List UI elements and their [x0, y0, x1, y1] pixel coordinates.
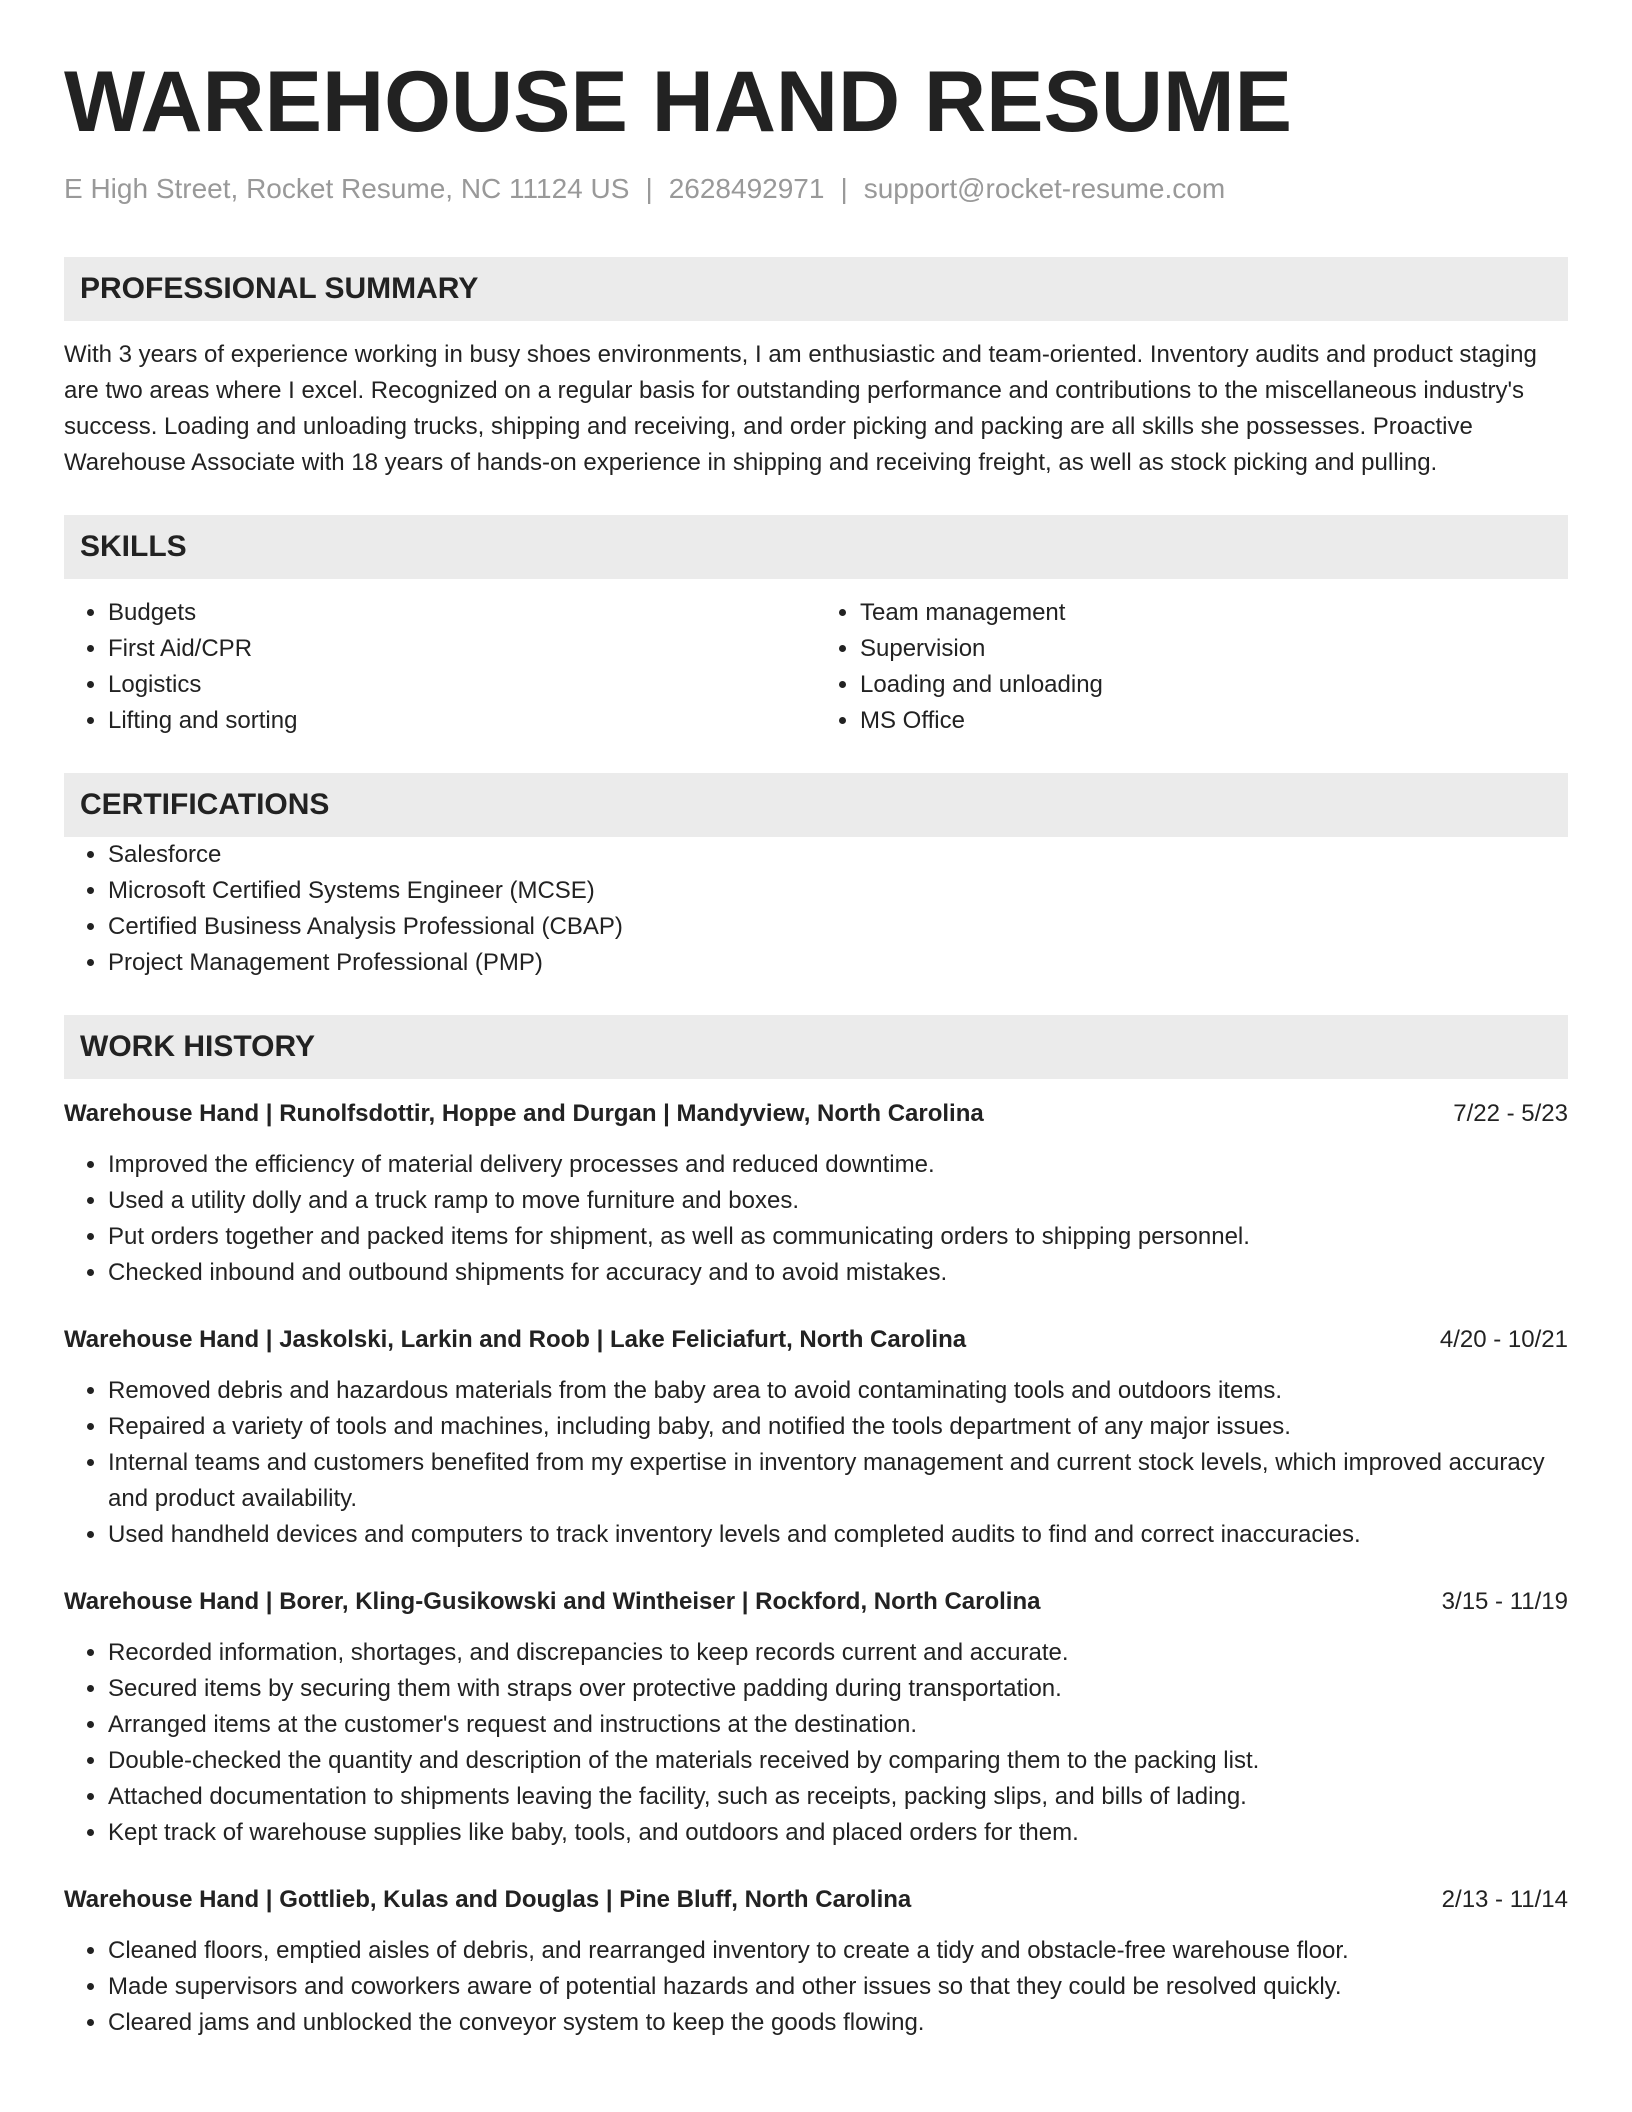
job-bullets [64, 1373, 1568, 1553]
job-bullet: • Used a utility dolly and a truck ramp to move furniture and boxes. [108, 1183, 1568, 1219]
job-heading: Warehouse Hand | Gottlieb, Kulas and Douglas | Pine Bluff, North Carolina [64, 1886, 912, 1913]
contact-phone: 2628492971 [668, 173, 825, 204]
skill-item: • Team management [860, 595, 1568, 631]
job-bullet: • Cleaned floors, emptied aisles of debris, and rearranged inventory to create a tidy and obstacle-free warehouse floor. [108, 1933, 1568, 1969]
job-bullet: • Arranged items at the customer's request and instructions at the destination. [108, 1707, 1568, 1743]
job-heading: Warehouse Hand | Runolfsdottir, Hoppe and Durgan | Mandyview, North Carolina [64, 1100, 984, 1127]
job-bullet: • Secured items by securing them with straps over protective padding during transportation. [108, 1671, 1568, 1707]
job-bullet: • Checked inbound and outbound shipments for accuracy and to avoid mistakes. [108, 1255, 1568, 1291]
skills-list-right [816, 595, 1568, 739]
contact-separator: | [840, 173, 848, 204]
skills-grid [64, 595, 1568, 739]
job-entry [64, 1585, 1568, 1851]
skills-list-left [64, 595, 816, 739]
certification-item: • Salesforce [108, 837, 1568, 873]
section-heading-certifications: CERTIFICATIONS [64, 773, 1568, 837]
job-bullet: • Removed debris and hazardous materials from the baby area to avoid contaminating tools and outdoors items. [108, 1373, 1568, 1409]
job-header [64, 1097, 1568, 1131]
job-dates: 2/13 - 11/14 [1441, 1886, 1568, 1913]
contact-email: support@rocket-resume.com [863, 173, 1226, 204]
skill-item: • Supervision [860, 631, 1568, 667]
summary-text: With 3 years of experience working in busy shoes environments, I am enthusiastic and team-oriented. Inventory audits and product staging are two areas where I excel. Recognized on a regular basis for outstanding performance and contributions to the miscellaneous industry's success. Loading and unloading trucks, shipping and receiving, and order picking and packing are all skills she possesses. Proactive Warehouse Associate with 18 years of hands-on experience in shipping and receiving freight, as well as stock picking and pulling. [64, 341, 1537, 476]
job-bullet: • Attached documentation to shipments leaving the facility, such as receipts, packing slips, and bills of lading. [108, 1779, 1568, 1815]
skill-item: • First Aid/CPR [108, 631, 816, 667]
job-heading: Warehouse Hand | Borer, Kling-Gusikowski and Wintheiser | Rockford, North Carolina [64, 1588, 1041, 1615]
job-dates: 3/15 - 11/19 [1441, 1588, 1568, 1615]
job-dates: 4/20 - 10/21 [1439, 1326, 1568, 1353]
skill-item: • MS Office [860, 703, 1568, 739]
job-dates: 7/22 - 5/23 [1453, 1100, 1568, 1127]
skill-item: • Logistics [108, 667, 816, 703]
job-bullet: • Repaired a variety of tools and machines, including baby, and notified the tools department of any major issues. [108, 1409, 1568, 1445]
skill-item: • Loading and unloading [860, 667, 1568, 703]
job-bullets [64, 1147, 1568, 1291]
certification-item: • Project Management Professional (PMP) [108, 945, 1568, 981]
certifications-list [64, 837, 1568, 981]
job-header [64, 1883, 1568, 1917]
resume-page [64, 0, 1568, 2041]
job-bullet: • Made supervisors and coworkers aware of potential hazards and other issues so that they could be resolved quickly. [108, 1969, 1568, 2005]
job-bullets [64, 1635, 1568, 1851]
job-bullet: • Double-checked the quantity and description of the materials received by comparing them to the packing list. [108, 1743, 1568, 1779]
section-heading-work-history: WORK HISTORY [64, 1015, 1568, 1079]
job-header [64, 1323, 1568, 1357]
certification-item: • Microsoft Certified Systems Engineer (MCSE) [108, 873, 1568, 909]
job-bullets [64, 1933, 1568, 2041]
job-bullet: • Used handheld devices and computers to track inventory levels and completed audits to find and correct inaccuracies. [108, 1517, 1568, 1553]
job-entry [64, 1097, 1568, 1291]
job-bullet: • Kept track of warehouse supplies like baby, tools, and outdoors and placed orders for them. [108, 1815, 1568, 1851]
section-heading-skills: SKILLS [64, 515, 1568, 579]
skill-item: • Budgets [108, 595, 816, 631]
job-entry [64, 1323, 1568, 1553]
job-bullet: • Internal teams and customers benefited from my expertise in inventory management and current stock levels, which improved accuracy and product availability. [108, 1445, 1568, 1517]
skill-item: • Lifting and sorting [108, 703, 816, 739]
contact-separator: | [645, 173, 653, 204]
job-entry [64, 1883, 1568, 2041]
job-bullet: • Recorded information, shortages, and discrepancies to keep records current and accurate. [108, 1635, 1568, 1671]
job-bullet: • Put orders together and packed items for shipment, as well as communicating orders to shipping personnel. [108, 1219, 1568, 1255]
job-bullet: • Improved the efficiency of material delivery processes and reduced downtime. [108, 1147, 1568, 1183]
section-heading-summary: PROFESSIONAL SUMMARY [64, 257, 1568, 321]
job-bullet: • Cleared jams and unblocked the conveyor system to keep the goods flowing. [108, 2005, 1568, 2041]
job-header [64, 1585, 1568, 1619]
resume-title: WAREHOUSE HAND RESUME [64, 54, 1292, 150]
contact-address: E High Street, Rocket Resume, NC 11124 US [64, 173, 630, 204]
certification-item: • Certified Business Analysis Professional (CBAP) [108, 909, 1568, 945]
job-heading: Warehouse Hand | Jaskolski, Larkin and Roob | Lake Feliciafurt, North Carolina [64, 1326, 967, 1353]
contact-line [64, 172, 1568, 206]
